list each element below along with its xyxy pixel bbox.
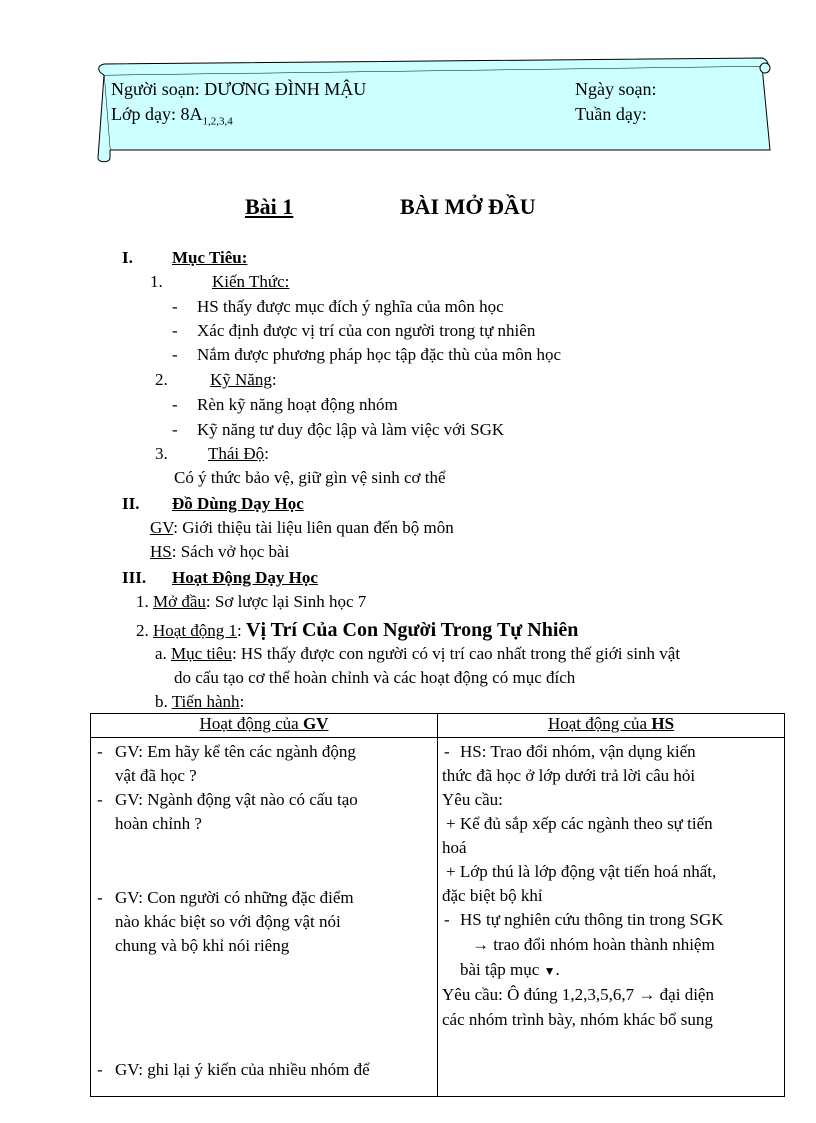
sub3-num: 3.	[155, 444, 168, 463]
section1-heading: Mục Tiêu:	[172, 248, 248, 267]
section2-num: II.	[122, 494, 140, 513]
gv-cell: - GV: Em hãy kể tên các ngành động vật đã học ? - GV: Ngành động vật nào có cấu tạo hoàn chỉnh ? - GV: Con người có những đặc điểm nào khác biệt so với động vật nói chung và bộ khỉ nói riêng - GV: ghi lại ý kiến của nhiều nhóm để	[91, 738, 438, 1097]
item-a: a. Mục tiêu: HS thấy được con người có vị trí cao nhất trong thế giới sinh vật	[155, 644, 681, 663]
hs-line: thức đã học ở lớp dưới trả lời câu hỏi	[442, 766, 696, 785]
hs-line: → trao đổi nhóm hoàn thành nhiệm	[472, 935, 715, 954]
sub1-bullet: -	[172, 345, 178, 364]
page-title: BÀI MỞ ĐẦU	[400, 194, 536, 219]
item2: 2. Hoạt động 1: Vị Trí Của Con Người Trong Tự Nhiên	[136, 619, 579, 641]
item1: 1. Mở đầu: Sơ lược lại Sinh học 7	[136, 592, 367, 611]
gv-line: GV: Ngành động vật nào có cấu tạo	[115, 790, 358, 809]
hs-cell: - HS: Trao đổi nhóm, vận dụng kiến thức đã học ở lớp dưới trả lời câu hỏi Yêu cầu: + Kể đủ sắp xếp các ngành theo sự tiến hoá + Lớp thú là lớp động vật tiến hoá nhất, đặc biệt bộ khỉ - HS tự nghiên cứu thông tin trong SGK → trao đổi nhóm hoàn thành nhiệm bài tập mục ▼. Yêu cầu: Ô đúng 1,2,3,5,6,7 → đại diện các nhóm trình bày, nhóm khác bổ sung	[438, 738, 785, 1097]
section1-num: I.	[122, 248, 133, 267]
gv-line: GV: Con người có những đặc điểm	[115, 888, 354, 907]
sub2-num: 2.	[155, 370, 168, 389]
table-row	[91, 738, 785, 1097]
gv-line: GV: ghi lại ý kiến của nhiều nhóm để	[115, 1060, 370, 1079]
gv-line: vật đã học ?	[115, 766, 197, 785]
table-header-row	[91, 714, 785, 738]
sub2-heading: Kỹ Năng:	[210, 370, 277, 389]
sub1-bullet: -	[172, 321, 178, 340]
list-item: Nắm được phương pháp học tập đặc thù của môn học	[197, 345, 562, 364]
hs-line: Yêu cầu: Ô đúng 1,2,3,5,6,7 → đại diện	[442, 985, 714, 1004]
hs-line: + Lớp thú là lớp động vật tiến hoá nhất,	[446, 862, 717, 881]
activity-table	[90, 713, 785, 1097]
arrow-right-icon: →	[472, 935, 489, 954]
list-item: Kỹ năng tư duy độc lập và làm việc với SGK	[197, 420, 505, 439]
sub2-bullet: -	[172, 420, 178, 439]
list-item: Xác định được vị trí của con người trong tự nhiên	[197, 321, 536, 340]
section3-heading: Hoạt Động Dạy Học	[172, 568, 318, 587]
gv-line: GV: Em hãy kể tên các ngành động	[115, 742, 356, 761]
hs-line: HS: Trao đổi nhóm, vận dụng kiến	[460, 742, 696, 761]
section2-hs: HS: Sách vở học bài	[150, 542, 290, 561]
arrow-right-icon: →	[638, 985, 656, 1004]
lesson-number: Bài 1	[245, 194, 294, 219]
list-item: HS thấy được mục đích ý nghĩa của môn học	[197, 297, 504, 316]
hs-line: bài tập mục ▼.	[460, 960, 560, 979]
gv-line: nào khác biệt so với động vật nói	[115, 912, 341, 931]
section3-num: III.	[122, 568, 147, 587]
header-hs: Hoạt động của HS	[438, 714, 785, 738]
sub2-bullet: -	[172, 395, 178, 414]
section2-gv: GV: Giới thiệu tài liệu liên quan đến bộ môn	[150, 518, 454, 537]
sub1-heading: Kiến Thức:	[212, 272, 290, 291]
sub1-num: 1.	[150, 272, 163, 291]
date-label: Ngày soạn:	[575, 79, 657, 99]
item-b: b. Tiến hành:	[155, 692, 245, 711]
sub3-text: Có ý thức bảo vệ, giữ gìn vệ sinh cơ thể	[174, 468, 446, 487]
gv-line: hoàn chỉnh ?	[115, 814, 202, 833]
hs-line: Yêu cầu:	[442, 790, 503, 809]
sub1-bullet: -	[172, 297, 178, 316]
week-label: Tuần dạy:	[575, 104, 647, 124]
hs-line: HS tự nghiên cứu thông tin trong SGK	[460, 910, 724, 929]
list-item: Rèn kỹ năng hoạt động nhóm	[197, 395, 398, 414]
hs-line: hoá	[442, 838, 467, 857]
hs-line: + Kể đủ sắp xếp các ngành theo sự tiến	[446, 814, 713, 833]
hs-line: đặc biệt bộ khỉ	[442, 886, 543, 905]
header-gv: Hoạt động của GV	[91, 714, 438, 738]
hs-line: các nhóm trình bày, nhóm khác bổ sung	[442, 1010, 713, 1029]
class-label: Lớp dạy: $8A_{1,2,3,4}$	[111, 104, 233, 128]
section2-heading: Đồ Dùng Dạy Học	[172, 494, 304, 513]
gv-line: chung và bộ khỉ nói riêng	[115, 936, 290, 955]
banner-curl-right	[760, 63, 770, 73]
triangle-down-icon: ▼	[543, 964, 556, 978]
sub3-heading: Thái Độ:	[208, 444, 269, 463]
item-a-cont: do cấu tạo cơ thể hoàn chỉnh và các hoạt động có mục đích	[174, 668, 576, 687]
author-label: Người soạn: DƯƠNG ĐÌNH MẬU	[111, 79, 367, 99]
